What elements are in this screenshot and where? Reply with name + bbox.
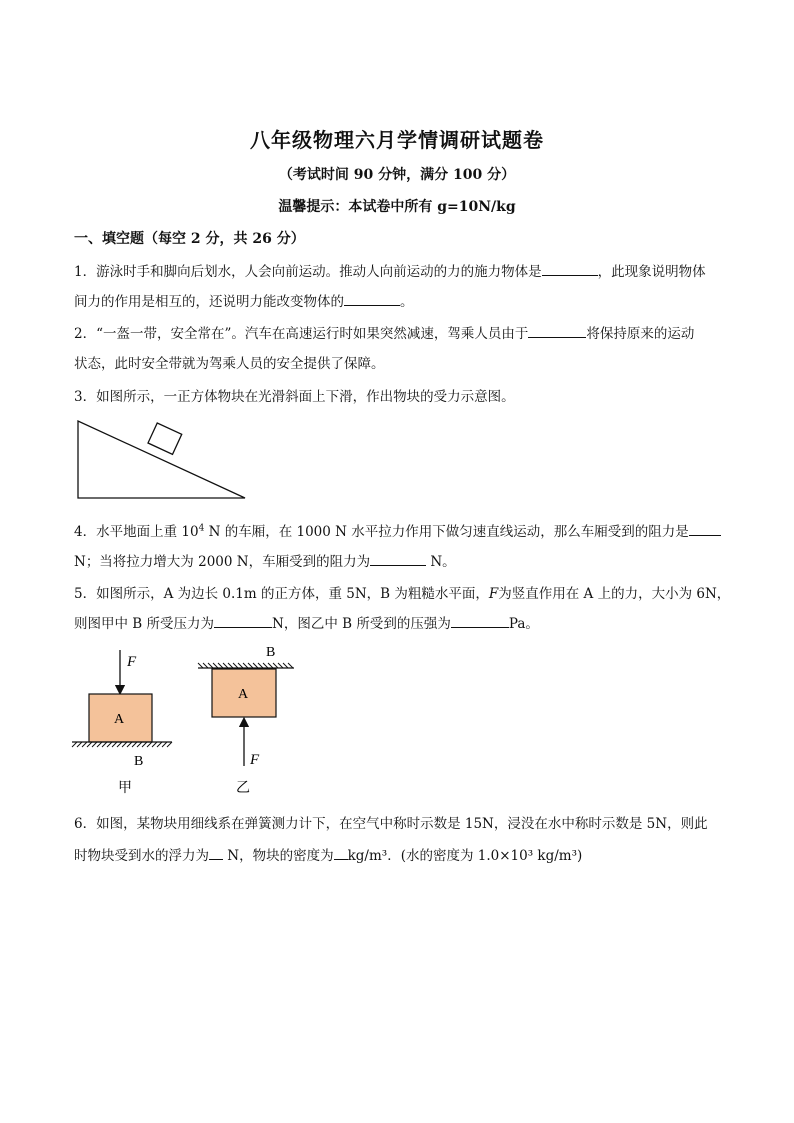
incline-block	[148, 423, 182, 454]
question-1-line-1: 1．游泳时手和脚向后划水，人会向前运动。推动人向前运动的力的施力物体是 ，此现象说明物体	[74, 260, 706, 280]
answer-blank[interactable]	[214, 613, 272, 628]
ceiling-hatch-yi	[198, 663, 293, 668]
question-3-line-1: 3．如图所示，一正方体物块在光滑斜面上下滑，作出物块的受力示意图。	[74, 389, 515, 405]
block-a-label-yi: A	[238, 687, 249, 702]
force-label-yi: F	[250, 752, 260, 768]
answer-blank[interactable]	[209, 845, 223, 860]
answer-blank[interactable]	[542, 261, 598, 276]
force-figure	[66, 642, 306, 802]
answer-blank[interactable]	[334, 845, 348, 860]
ground-hatch-jia	[72, 742, 172, 747]
caption-jia: 甲	[118, 781, 132, 796]
force-label-jia: F	[127, 654, 137, 670]
exam-info: （考试时间 90 分钟，满分 100 分）	[278, 167, 516, 183]
answer-blank[interactable]	[689, 521, 721, 536]
figure-jia	[72, 650, 172, 796]
question-2-line-1: 2．“一盔一带，安全常在”。汽车在高速运行时如果突然减速，驾乘人员由于 将保持原来的运动	[74, 322, 694, 342]
caption-yi: 乙	[236, 781, 250, 796]
question-2-line-2: 状态，此时安全带就为驾乘人员的安全提供了保障。	[74, 356, 385, 372]
tip-text: 温馨提示：本试卷中所有 g=10N/kg	[278, 199, 516, 215]
surface-b-label-yi: B	[266, 645, 276, 660]
question-5-line-1: 5．如图所示，A 为边长 0.1m 的正方体，重 5N，B 为粗糙水平面，F为竖直作用在 A 上的力，大小为 6N，	[74, 586, 731, 602]
block-a-label-jia: A	[114, 712, 125, 727]
section-heading: 一、填空题（每空 2 分，共 26 分）	[74, 231, 305, 247]
surface-b-label-jia: B	[134, 754, 144, 769]
figure-yi	[198, 645, 294, 796]
answer-blank[interactable]	[528, 323, 586, 338]
answer-blank[interactable]	[344, 291, 400, 306]
question-6-line-1: 6．如图，某物块用细线系在弹簧测力计下，在空气中称时示数是 15N，浸没在水中称时示数是 5N，则此	[74, 816, 708, 832]
question-4-line-1: 4．水平地面上重 $10^4$ N 的车厢，在 1000 N 水平拉力作用下做匀速直线运动，那么车厢受到的阻力是	[74, 520, 721, 540]
page-title: 八年级物理六月学情调研试题卷	[250, 128, 544, 152]
answer-blank[interactable]	[370, 551, 426, 566]
question-1-line-2: 间力的作用是相互的，还说明力能改变物体的 。	[74, 290, 414, 310]
question-4-line-2: N；当将拉力增大为 2000 N，车厢受到的阻力为 N。	[74, 550, 456, 570]
question-5-line-2: 则图甲中 B 所受压力为 N，图乙中 B 所受到的压强为 Pa。	[74, 612, 539, 632]
incline-figure	[70, 415, 255, 507]
answer-blank[interactable]	[451, 613, 509, 628]
question-6-line-2: 时物块受到水的浮力为 N，物块的密度为 kg/m³．(水的密度为 1.0×10³ kg/m³)	[74, 844, 582, 864]
